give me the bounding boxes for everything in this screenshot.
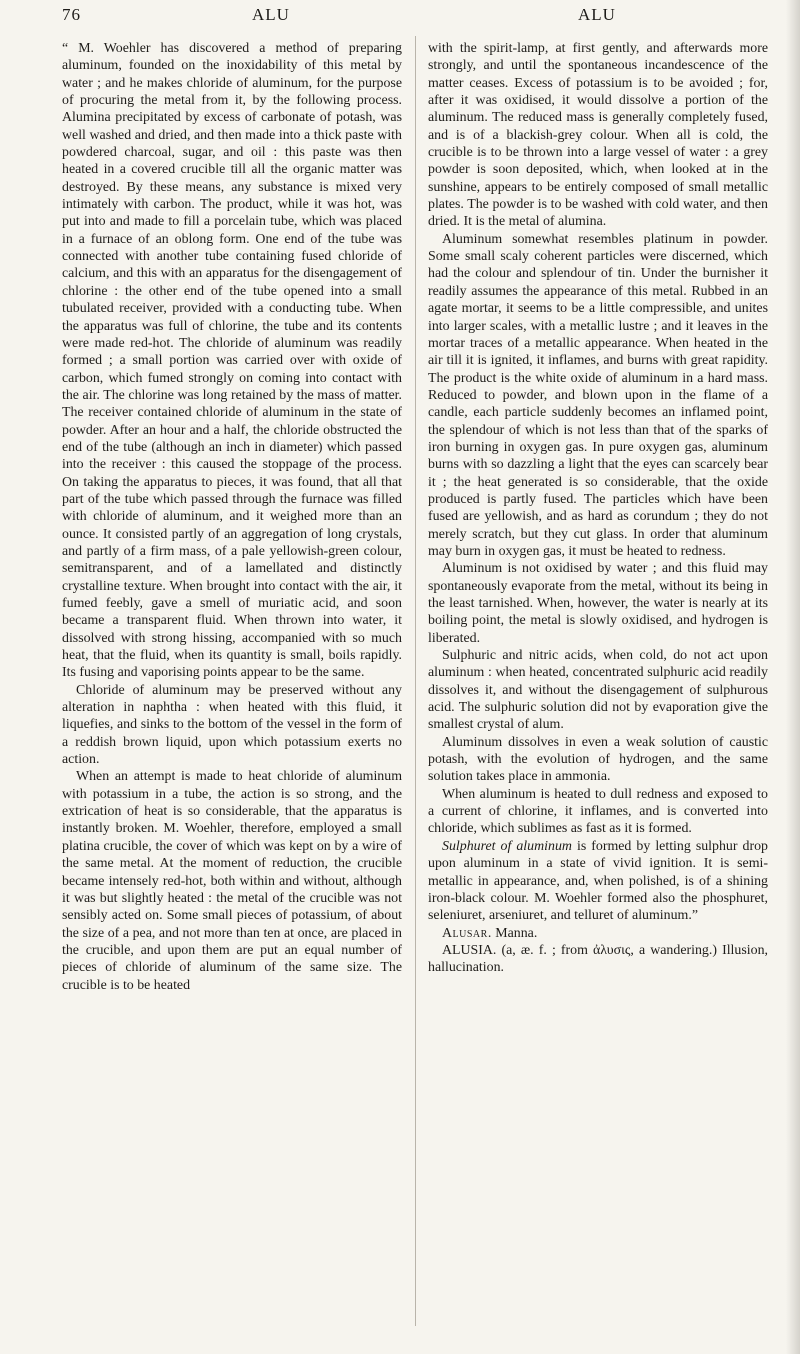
paragraph: Aluminum somewhat resembles platinum in powder. Some small scaly coherent particles were discerned, which had the colour and splendour of tin. Under the burnisher it readily assumes the appearance of this metal. Rubbed in an agate mortar, it seems to be a little compressible, and unites into larger scales, with a metallic lustre ; and it leaves in the mortar traces of a metallic appearance. When heated in the air till it is ignited, it inflames, and burns with great rapidity. The product is the white oxide of aluminum in a hard mass. Reduced to powder, and blown upon in the flame of a candle, each particle suddenly becomes an inflamed point, the splendour of which is not less than that of the sparks of iron burning in oxygen gas. In pure oxygen gas, aluminum burns with so dazzling a light that the eyes can scarcely bear it ; the heat generated is so considerable, that the oxide produced is partly fused. The particles which have been fused are yellowish, and as hard as corundum ; they do not merely scratch, but they cut glass. In order that aluminum may burn in oxygen gas, it must be heated to redness. — [428, 231, 768, 559]
entry-definition: (a, æ. f. ; from ἀλυσις, a wandering.) Illusion, hallucination. — [428, 942, 768, 976]
paragraph: Aluminum is not oxidised by water ; and this fluid may spontaneously evaporate from the metal, without its being in the least tarnished. When, however, the water is nearly at its boiling point, the metal is slowly oxidised, and hydrogen is liberated. — [428, 561, 768, 646]
page-number: 76 — [62, 5, 81, 24]
right-column-heading: ALU — [578, 5, 616, 24]
paragraph: “ M. Woehler has discovered a method of preparing aluminum, founded on the inoxidability of this metal by water ; and he makes chloride of aluminum, for the purpose of procuring the metal from it, by the following process. Alumina precipitated by excess of carbonate of potash, was well washed and dried, and then made into a thick paste with powdered charcoal, sugar, and oil : this paste was then heated in a covered crucible till all the organic matter was destroyed. By these means, any substance is mixed very intimately with carbon. The product, while it was hot, was put into and made to fill a porcelain tube, which was placed in a furnace of an oblong form. One end of the tube was connected with another tube containing fused chloride of calcium, and this with an apparatus for the disengagement of chlorine : the other end of the tube opened into a small tubulated receiver, provided with a conducting tube. When the apparatus was full of chlorine, the tube and its contents were made red-hot. The chloride of aluminum was readily formed ; a small portion was carried over with oxide of carbon, which fumed strongly on coming into contact with the air. The chlorine was long retained by the mass of matter. The receiver contained chloride of aluminum in the state of powder. After an hour and a half, the chloride obstructed the end of the tube (although an inch in diameter) which passed into the receiver : this caused the stoppage of the process. On taking the apparatus to pieces, it was found, that all that part of the tube which passed through the furnace was filled with chloride of aluminum, and it weighed more than an ounce. It consisted partly of an aggregation of long crystals, and partly of a firm mass, of a pale yellowish-green colour, semitransparent, and of a lamellated and distinctly crystalline texture. When brought into contact with the air, it fumed feebly, gave a smell of muriatic acid, and soon became a transparent fluid. When thrown into water, it dissolved with strong hissing, accompanied with so much heat, that the fluid, when its quantity is small, boils rapidly. Its fusing and vaporising points appear to be the same. — [62, 41, 402, 681]
running-head — [0, 5, 800, 35]
right-column — [428, 40, 768, 977]
paragraph: Chloride of aluminum may be preserved without any alteration in naphtha : when heated with this fluid, it liquefies, and sinks to the bottom of the vessel in the form of a reddish brown liquid, upon which potassium exerts no action. — [62, 682, 402, 768]
paragraph: When an attempt is made to heat chloride of aluminum with potassium in a tube, the action is so strong, and the extrication of heat is so considerable, that the apparatus is instantly broken. M. Woehler, therefore, employed a small platina crucible, the cover of which was kept on by a wire of the same metal. At the moment of reduction, the crucible became intensely red-hot, both within and without, although it was but slightly heated : the metal of the crucible was not sensibly acted on. Some small pieces of potassium, of about the size of a pea, and not more than ten at once, are placed in the crucible, and upon them are put an equal number of pieces of chloride of aluminum of the same size. The crucible is to be heated — [62, 769, 402, 993]
paragraph: Aluminum dissolves in even a weak solution of caustic potash, with the evolution of hydrogen, and the same solution takes place in ammonia. — [428, 734, 768, 785]
column-divider — [415, 36, 416, 1326]
entry-definition: Manna. — [491, 925, 538, 941]
paragraph: When aluminum is heated to dull redness and exposed to a current of chlorine, it inflames, and is converted into chloride, which sublimes as fast as it is formed. — [428, 786, 768, 837]
dictionary-entry — [428, 942, 768, 977]
term-italic: Sulphuret of aluminum — [442, 838, 572, 854]
entry-headword: ALUSIA. — [442, 942, 497, 958]
left-column — [62, 40, 402, 994]
paragraph: Sulphuric and nitric acids, when cold, do not act upon aluminum : when heated, concentrated sulphuric acid readily dissolves it, and without the disengagement of sulphurous acid. The sulphuric solution did not by evaporation give the smallest crystal of alum. — [428, 648, 768, 733]
paragraph: with the spirit-lamp, at first gently, and afterwards more strongly, and until the spontaneous incandescence of the matter ceases. Excess of potassium is to be avoided ; for, after it was oxidised, it would dissolve a portion of the aluminum. The reduced mass is generally completely fused, and is of a blackish-grey colour. When all is cold, the crucible is to be thrown into a large vessel of water : a grey powder is soon deposited, which, when looked at in the sunshine, appears to be entirely composed of small metallic plates. The powder is to be washed with cold water, and then dried. It is the metal of alumina. — [428, 41, 768, 230]
page-edge-shadow — [786, 0, 800, 1354]
paragraph — [428, 838, 768, 925]
left-column-heading: ALU — [252, 5, 290, 24]
entry-headword: Alusar. — [442, 925, 492, 941]
dictionary-entry — [428, 925, 768, 942]
paragraph-text: is formed by letting sulphur drop upon aluminum in a state of vivid ignition. It is semi-metallic in appearance, and, when polished, is of a shining iron-black colour. M. Woehler formed also the phosphuret, seleniuret, arseniuret, and telluret of aluminum.” — [428, 838, 768, 924]
